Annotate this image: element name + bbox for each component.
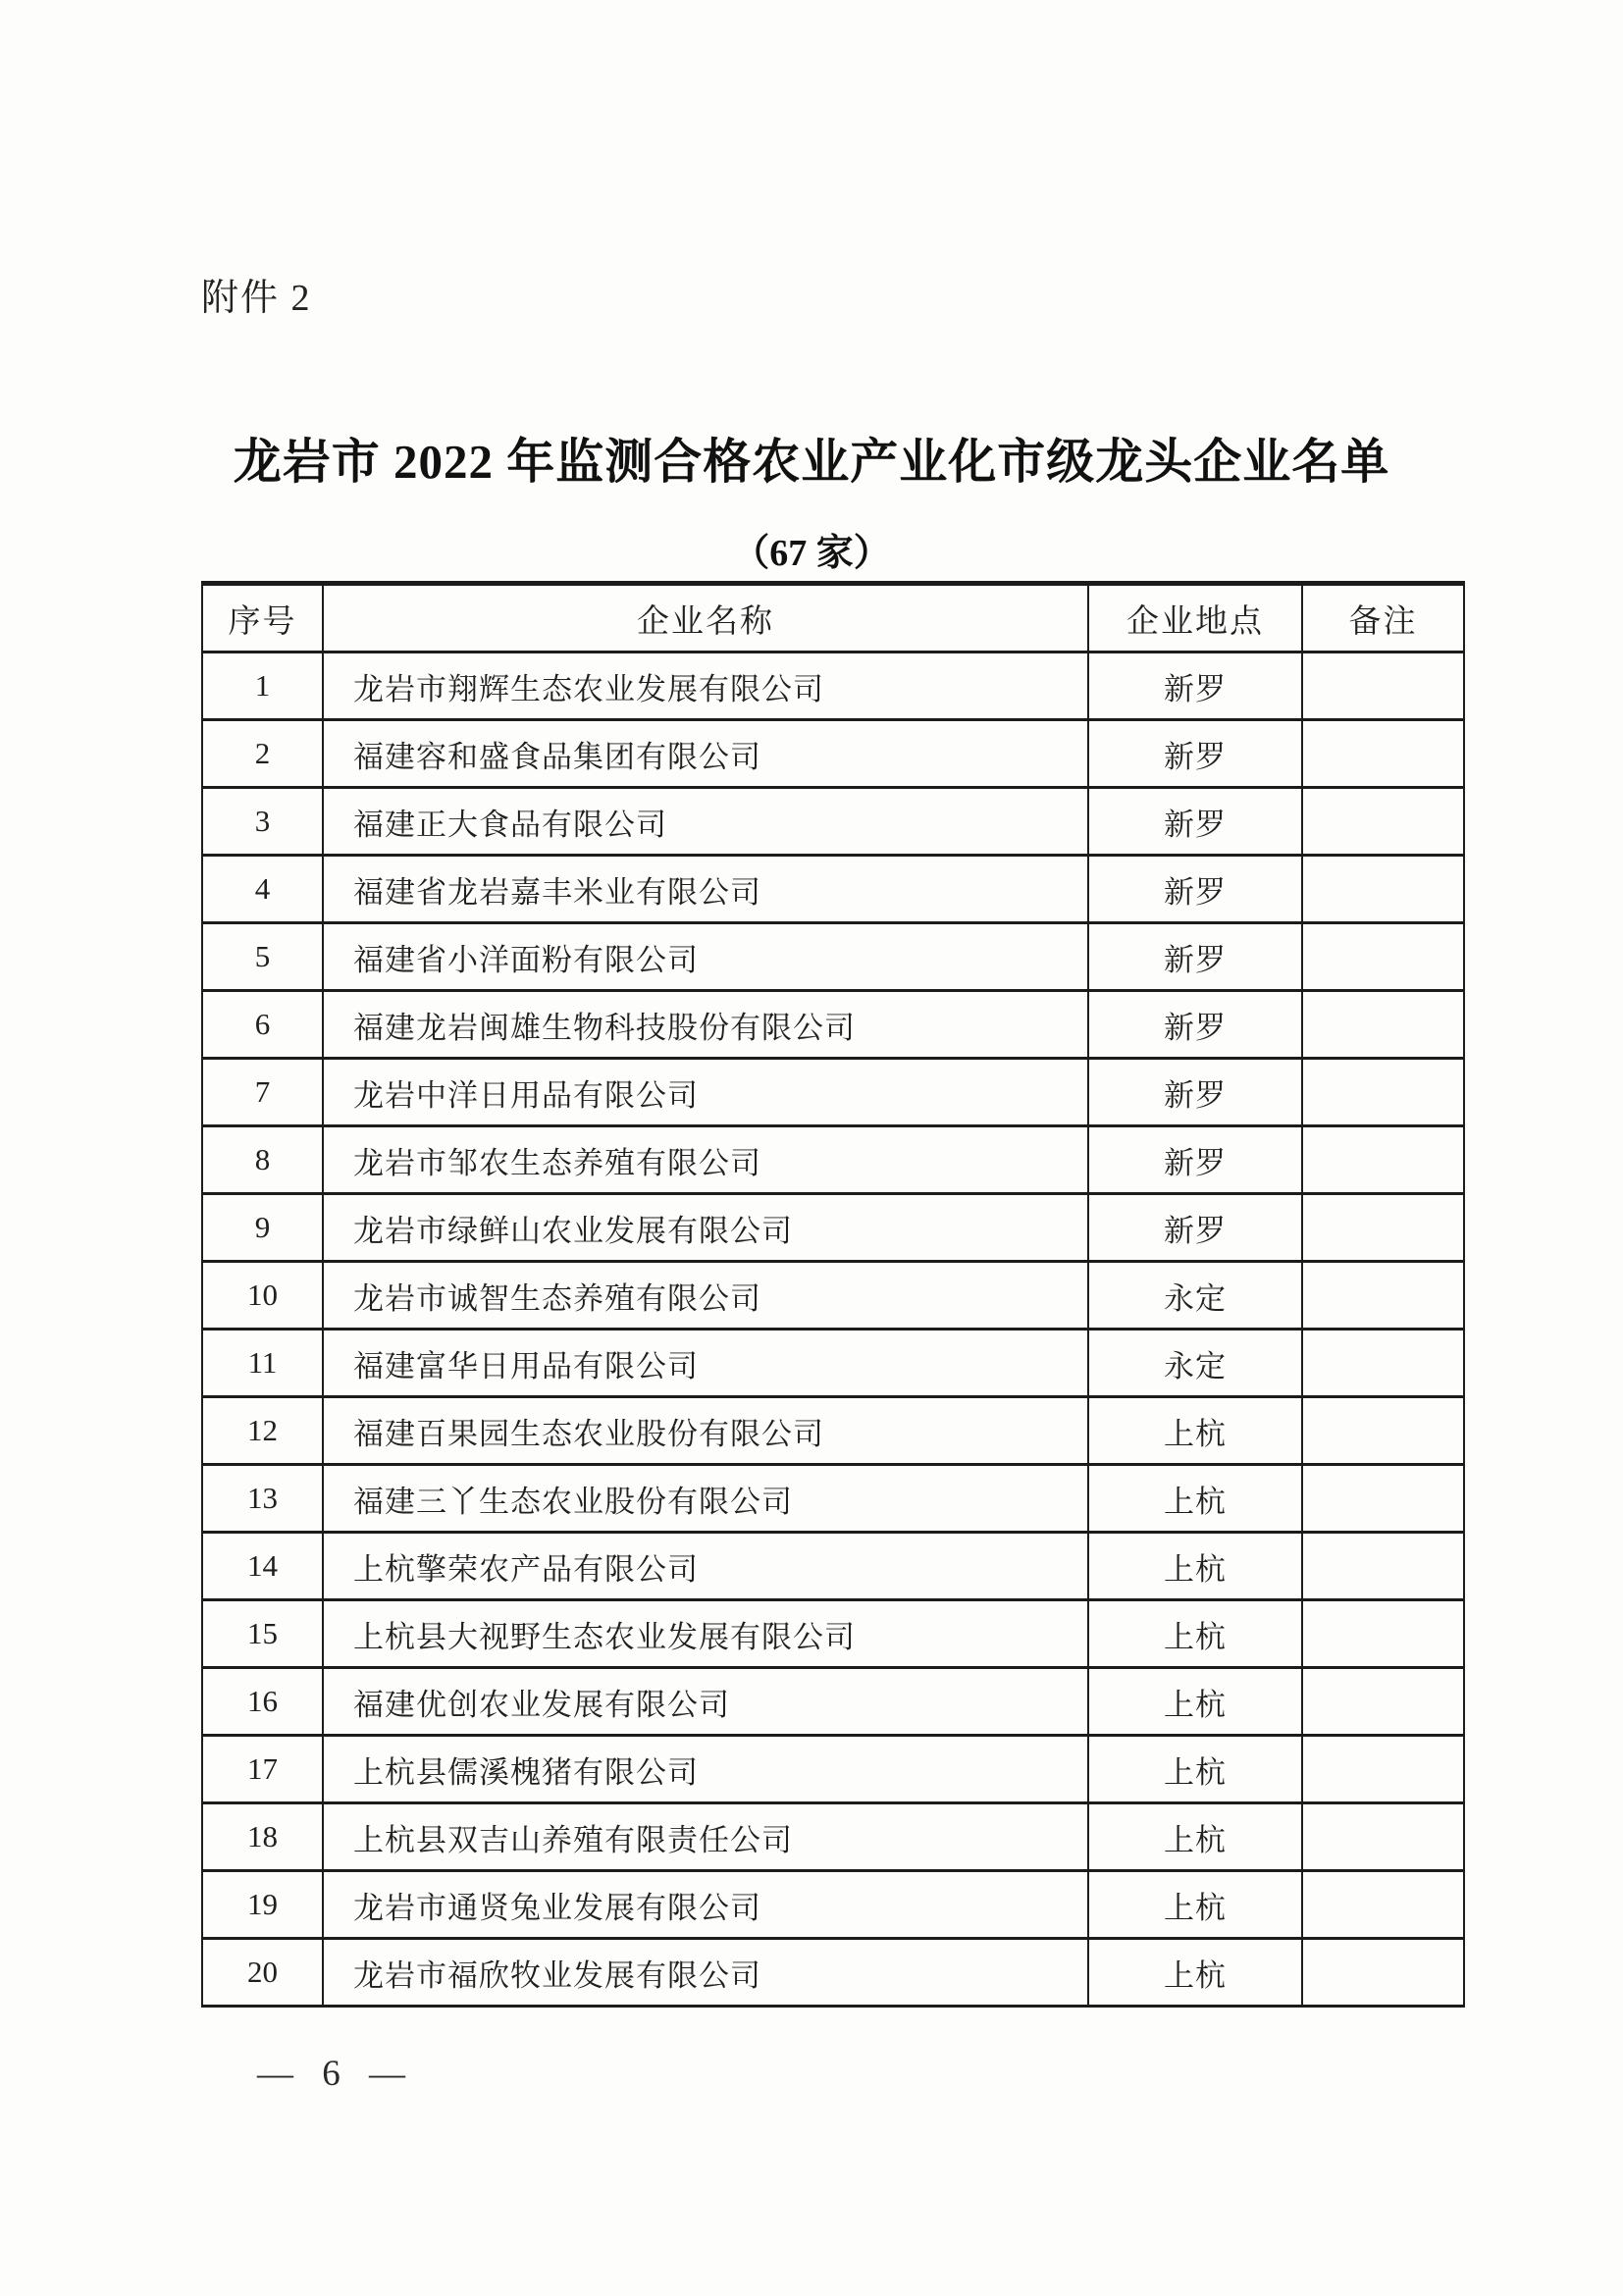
remark-cell	[1302, 652, 1464, 720]
row-number-cell: 2	[202, 720, 323, 788]
company-name-cell: 福建龙岩闽雄生物科技股份有限公司	[323, 991, 1088, 1059]
table-header-row	[202, 584, 1464, 652]
remark-cell	[1302, 1736, 1464, 1803]
location-cell: 新罗	[1088, 788, 1302, 856]
company-name-cell: 上杭县大视野生态农业发展有限公司	[323, 1600, 1088, 1668]
location-cell: 上杭	[1088, 1803, 1302, 1871]
remark-cell	[1302, 1059, 1464, 1126]
company-name-cell: 龙岩市通贤兔业发展有限公司	[323, 1871, 1088, 1939]
header-enterprise-name: 企业名称	[323, 584, 1088, 652]
location-cell: 新罗	[1088, 652, 1302, 720]
location-cell: 新罗	[1088, 720, 1302, 788]
row-number-cell: 19	[202, 1871, 323, 1939]
remark-cell	[1302, 991, 1464, 1059]
row-number-cell: 5	[202, 923, 323, 991]
company-name-cell: 福建富华日用品有限公司	[323, 1330, 1088, 1397]
row-number-cell: 13	[202, 1465, 323, 1533]
row-number-cell: 7	[202, 1059, 323, 1126]
table-row	[202, 788, 1464, 856]
company-name-cell: 福建省小洋面粉有限公司	[323, 923, 1088, 991]
location-cell: 上杭	[1088, 1465, 1302, 1533]
remark-cell	[1302, 1330, 1464, 1397]
company-name-cell: 福建容和盛食品集团有限公司	[323, 720, 1088, 788]
row-number-cell: 18	[202, 1803, 323, 1871]
remark-cell	[1302, 788, 1464, 856]
location-cell: 新罗	[1088, 923, 1302, 991]
company-name-cell: 福建优创农业发展有限公司	[323, 1668, 1088, 1736]
table-row	[202, 1533, 1464, 1600]
page-number: — 6 —	[257, 2054, 415, 2094]
remark-cell	[1302, 1194, 1464, 1262]
row-number-cell: 14	[202, 1533, 323, 1600]
location-cell: 上杭	[1088, 1397, 1302, 1465]
row-number-cell: 8	[202, 1126, 323, 1194]
header-serial-number: 序号	[202, 584, 323, 652]
company-name-cell: 龙岩市诚智生态养殖有限公司	[323, 1262, 1088, 1330]
row-number-cell: 17	[202, 1736, 323, 1803]
table-row	[202, 923, 1464, 991]
table-row	[202, 1736, 1464, 1803]
table-row	[202, 1871, 1464, 1939]
location-cell: 上杭	[1088, 1668, 1302, 1736]
company-name-cell: 龙岩市福欣牧业发展有限公司	[323, 1939, 1088, 2007]
row-number-cell: 11	[202, 1330, 323, 1397]
location-cell: 新罗	[1088, 1059, 1302, 1126]
remark-cell	[1302, 1600, 1464, 1668]
header-remark: 备注	[1302, 584, 1464, 652]
remark-cell	[1302, 856, 1464, 923]
remark-cell	[1302, 1126, 1464, 1194]
table-row	[202, 1803, 1464, 1871]
company-name-cell: 龙岩市邹农生态养殖有限公司	[323, 1126, 1088, 1194]
table-body	[202, 652, 1464, 2007]
location-cell: 新罗	[1088, 991, 1302, 1059]
remark-cell	[1302, 923, 1464, 991]
enterprise-table	[201, 581, 1465, 2008]
table-row	[202, 1465, 1464, 1533]
row-number-cell: 20	[202, 1939, 323, 2007]
company-name-cell: 福建省龙岩嘉丰米业有限公司	[323, 856, 1088, 923]
table-row	[202, 652, 1464, 720]
company-name-cell: 福建三丫生态农业股份有限公司	[323, 1465, 1088, 1533]
row-number-cell: 6	[202, 991, 323, 1059]
company-name-cell: 上杭县儒溪槐猪有限公司	[323, 1736, 1088, 1803]
row-number-cell: 10	[202, 1262, 323, 1330]
table-row	[202, 991, 1464, 1059]
row-number-cell: 9	[202, 1194, 323, 1262]
row-number-cell: 3	[202, 788, 323, 856]
page-subtitle: （67 家）	[732, 533, 891, 574]
row-number-cell: 4	[202, 856, 323, 923]
location-cell: 上杭	[1088, 1939, 1302, 2007]
row-number-cell: 16	[202, 1668, 323, 1736]
remark-cell	[1302, 1397, 1464, 1465]
company-name-cell: 上杭擎荣农产品有限公司	[323, 1533, 1088, 1600]
table-row	[202, 720, 1464, 788]
location-cell: 上杭	[1088, 1533, 1302, 1600]
table-row	[202, 1126, 1464, 1194]
row-number-cell: 12	[202, 1397, 323, 1465]
remark-cell	[1302, 1668, 1464, 1736]
row-number-cell: 1	[202, 652, 323, 720]
company-name-cell: 上杭县双吉山养殖有限责任公司	[323, 1803, 1088, 1871]
page-title: 龙岩市 2022 年监测合格农业产业化市级龙头企业名单	[233, 435, 1390, 489]
attachment-label: 附件 2	[201, 278, 312, 319]
remark-cell	[1302, 1803, 1464, 1871]
location-cell: 新罗	[1088, 856, 1302, 923]
remark-cell	[1302, 720, 1464, 788]
table-row	[202, 1262, 1464, 1330]
location-cell: 上杭	[1088, 1736, 1302, 1803]
location-cell: 新罗	[1088, 1126, 1302, 1194]
company-name-cell: 福建正大食品有限公司	[323, 788, 1088, 856]
table-row	[202, 1059, 1464, 1126]
location-cell: 上杭	[1088, 1871, 1302, 1939]
table-row	[202, 1194, 1464, 1262]
table-row	[202, 1330, 1464, 1397]
table-row	[202, 1939, 1464, 2007]
company-name-cell: 龙岩中洋日用品有限公司	[323, 1059, 1088, 1126]
remark-cell	[1302, 1871, 1464, 1939]
row-number-cell: 15	[202, 1600, 323, 1668]
location-cell: 永定	[1088, 1262, 1302, 1330]
company-name-cell: 福建百果园生态农业股份有限公司	[323, 1397, 1088, 1465]
table-row	[202, 1397, 1464, 1465]
remark-cell	[1302, 1262, 1464, 1330]
table-row	[202, 1600, 1464, 1668]
header-enterprise-location: 企业地点	[1088, 584, 1302, 652]
table-row	[202, 1668, 1464, 1736]
remark-cell	[1302, 1533, 1464, 1600]
location-cell: 永定	[1088, 1330, 1302, 1397]
remark-cell	[1302, 1465, 1464, 1533]
table-row	[202, 856, 1464, 923]
location-cell: 新罗	[1088, 1194, 1302, 1262]
company-name-cell: 龙岩市翔辉生态农业发展有限公司	[323, 652, 1088, 720]
remark-cell	[1302, 1939, 1464, 2007]
location-cell: 上杭	[1088, 1600, 1302, 1668]
company-name-cell: 龙岩市绿鲜山农业发展有限公司	[323, 1194, 1088, 1262]
